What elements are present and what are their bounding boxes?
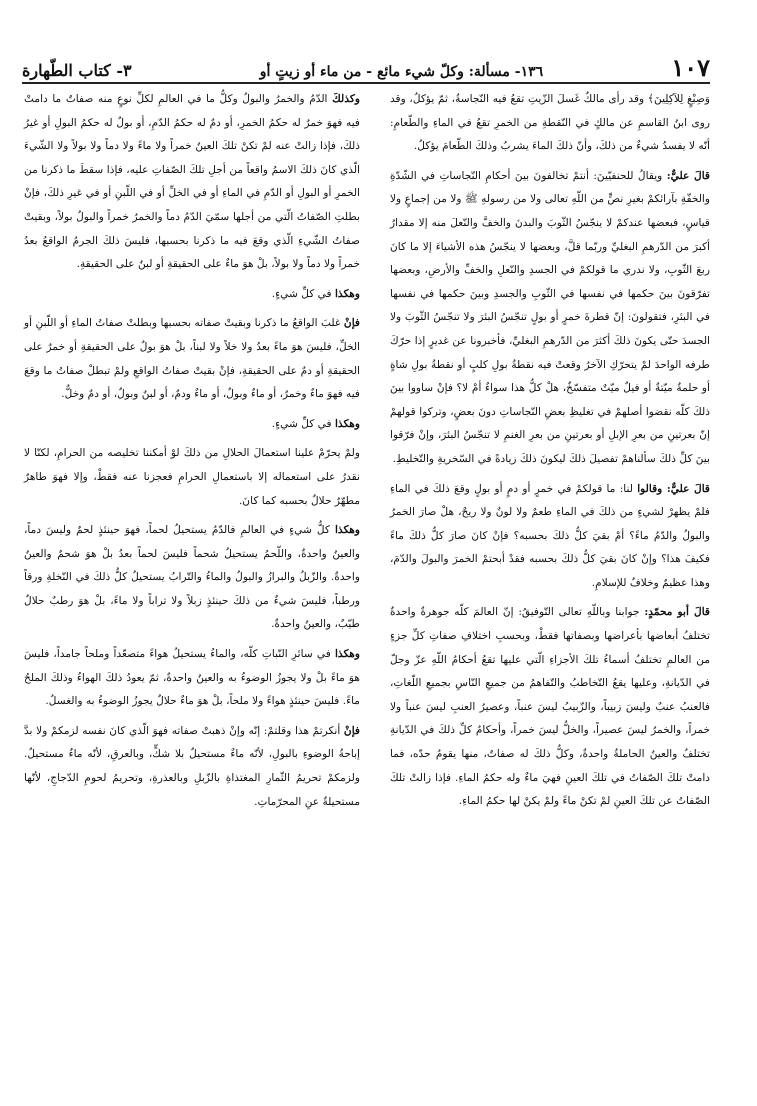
paragraph-lead: فإنْ: [343, 724, 360, 737]
paragraph-text: في سائرِ النّباتِ كلّه، والماءُ يستحيلُ هواءً متصعّداً وملحاً جامداً، فليسَ هوَ ماءً بلْ ولا يجوزُ الوضوءُ به والعينُ واحدةٌ، ثمّ يعودُ ذلكَ الهواءُ وذلكَ الملحُ ماءً. فليسَ حينئذٍ هواءً ولا ملحاً، بلْ هوَ ماءٌ حلالٌ يجوزُ الوضوءُ به والغسلُ.: [24, 648, 360, 708]
paragraph-lead: وهكذا: [334, 417, 360, 430]
paragraph: [390, 478, 710, 596]
left-column: [24, 88, 360, 1078]
page-header: [22, 52, 710, 80]
page-number: ١٠٧: [671, 53, 710, 82]
paragraph: [24, 720, 360, 814]
paragraph-text: في كلِّ شيءٍ.: [271, 287, 332, 300]
paragraph: [24, 442, 360, 513]
paragraph-lead: وهكذا: [334, 524, 360, 537]
book-title: ٣- كتاب الطّهارة: [22, 61, 132, 80]
running-title: ١٣٦- مسألة: وكلّ شيء مائع - من ماء أو زيتٍ أو: [259, 64, 544, 80]
paragraph: [24, 283, 360, 307]
paragraph-lead: وكذلكَ: [332, 93, 360, 105]
paragraph-text: لنا: ما قولكمْ في خمرٍ أو دمٍ أو بولٍ وقعَ ذلكَ في الماءِ فلمْ يظهرْ لشيءٍ من ذلكَ في الماءِ طعمٌ ولا لونٌ ولا ريحٌ، هلْ صارَ الخمرُ والبولُ والدّمُ ماءً؟ أمْ بقيَ كلُّ ذلكَ بحسبه؟ فإنْ كانَ صارَ كلُّ ذلكَ ماءً فكيفَ هذا؟ وإنْ كانَ بقيَ كلُّ ذلكَ بحسبه فقدْ أبحتمْ الخمرَ والبولَ والدّمَ، وهذا عظيمٌ وخلافٌ للإسلامِ.: [390, 482, 710, 589]
header-rule: [22, 82, 710, 84]
paragraph: [390, 165, 710, 472]
paragraph: [24, 643, 360, 714]
paragraph: [24, 312, 360, 406]
paragraph-text: الدّمُ والخمرُ والبولُ وكلُّ ما في العالمِ لكلِّ نوعٍ منه صفاتٌ ما دامتْ فيه فهوَ خمرٌ له حكمُ الخمرِ، أو دمٌ له حكمُ الدّمِ، أو بولٌ له حكمُ البولِ أو غيرُ ذلكَ، فإذا زالتْ عنه لمْ تكنْ تلكَ العينُ خمراً ولا ماءً ولا دماً ولا بولاً ولا الشّيءَ الّذي كانَ ذلكَ الاسمُ واقعاً من أجلِ تلكَ الصّفاتِ عليه، فإذا سقطَ ما ذكرنا من الخمرِ أو البولِ أو الدّمِ في الماءِ أو في الخلِّ أو في اللّبنِ أو في غيرِ ذلكَ، فإنْ بطلتِ الصّفاتُ الّتي من أجلها سمّيَ الدّمُ دماً والخمرُ خمراً والبولُ بولاً، وبقيتْ صفاتُ الشّيءِ الّذي وقعَ فيه ما ذكرنا بحسبها، فليسَ ذلكَ الجرمُ الواقعُ بعدُ خمراً ولا دماً ولا بولاً، بلْ هوَ ماءٌ على الحقيقةِ أو لبنٌ على الحقيقةِ.: [24, 93, 360, 271]
paragraph-text: وَصِبْغٍ لِلآكِلِينَ﴾ وقد رأى مالكٌ غَسلَ الزّيتِ تقعُ فيه النّجاسةُ، ثمّ يؤكلُ، وقد روى ابنُ القاسمِ عن مالكٍ في النّقطةِ من الخمرِ تقعُ في الماءِ والطّعامِ: أنّه لا يفسدُ شيءٌ من ذلكَ، وأنّ ذلكَ الماءَ يشربُ وذلكَ الطّعامَ يؤكلُ.: [390, 93, 710, 153]
paragraph: [390, 88, 710, 159]
paragraph-lead: قالَ عليٌّ:: [666, 169, 710, 182]
paragraph-text: كلُّ شيءٍ في العالمِ فالدّمُ يستحيلُ لحماً، فهوَ حينئذٍ لحمٌ وليسَ دماً، والعينُ واحدةٌ، واللّحمُ يستحيلُ شحماً فليسَ لحماً بعدُ بلْ هوَ شحمٌ والعينُ واحدةٌ. والزّبلُ والبرازُ والبولُ والماءُ والتّرابُ يستحيلُ كلُّ ذلكَ في النّخلةِ ورقاً ورطباً، فليسَ شيءٌ من ذلكَ حينئذٍ زبلاً ولا تراباً ولا ماءً، بلْ هوَ رطبٌ حلالٌ طيّبٌ، والعينُ واحدةٌ.: [24, 524, 360, 631]
paragraph-lead: وهكذا: [334, 648, 360, 661]
paragraph: [24, 88, 360, 277]
paragraph: [24, 413, 360, 437]
right-column: [390, 88, 710, 808]
paragraph-text: جوابنا وباللّهِ تعالى التّوفيقُ: إنّ العالمَ كلّه جوهرةٌ واحدةٌ تختلفُ أبعاضها بأعراضها وبصفاتها فقطْ، وبحسبِ اختلافِ صفاتِ كلِّ جزءٍ من العالمِ تختلفُ أسماءُ تلكَ الأجزاءِ الّتي عليها تقعُ أحكامُ اللّهِ عزّ وجلّ في الدّيانةِ، وعليها يقعُ التّخاطبُ والتّفاهمُ من جميعِ النّاسِ بجميعِ اللّغاتِ، فالعنبُ عنبٌ وليسَ زبيباً، والزّبيبُ ليسَ عنباً، وعصيرُ العنبِ ليسَ عنباً ولا خمراً، والخمرُ ليسَ عصيراً، والخلُّ ليسَ خمراً، وأحكامُ كلِّ ذلكَ في الدّيانةِ تختلفُ والعينُ الحاملةُ واحدةٌ، وكلُّ ذلكَ له صفاتٌ، منها يقومُ حدّه، فما دامتْ تلكَ الصّفاتُ في تلكَ العينِ فهيَ ماءٌ وله حكمُ الماءِ. فإذا زالتْ تلكَ الصّفاتُ عن تلكَ العينِ لمْ تكنْ ماءً ولمْ يكنْ لها حكمُ الماءِ.: [390, 606, 710, 808]
paragraph-text: ويقالُ للحنفيّينَ: أنتمْ تخالفونَ بينَ أحكامِ النّجاساتِ في الشّدّةِ والخفّةِ بآرائكمْ بغيرِ نصٍّ من اللّهِ تعالى ولا من رسولهِ ﷺ ولا من إجماعٍ ولا قياسٍ، فبعضها عندكمْ لا ينجّسُ الثّوبَ والبدنَ والخفَّ والنّعلَ منه إلا مقدارُ أكبرَ من الدّرهمِ البغليِّ وربّما قلَّ، وبعضها لا ينجّسُ هذه الأشياءَ إلا ما كانَ ربعَ الثّوبِ، ولا ندري ما قولكمْ في الجسدِ والنّعلِ والخفِّ والأرضِ، وبعضها تفرّقونَ بينَ حكمها في نفسها في الثّوبِ والجسدِ وبينَ حكمها في نفسها في البئرِ، فتقولونَ: إنّ قطرةَ خمرٍ أو بولٍ تنجّسُ البئرَ ولا تنجّسُ الثّوبَ ولا الجسدَ حتّى يكونَ ذلكَ أكثرَ من الدّرهمِ البغليِّ، فأخبرونا عن غديرٍ إذا حرّكَ طرفه الواحدَ لمْ يتحرّكِ الآخرُ وقعتْ فيه نقطةُ بولِ كلبٍ أو نقطةُ بولِ شاةٍ أو حلمةٌ ميّتةٌ أو فيلٌ ميّتٌ متفسّخٌ، هلْ كلُّ هذا سواءٌ أمْ لا؟ فإنْ ساووا بينَ ذلكَ كلّه نقضوا أصلهمْ في تغليظِ بعضِ النّجاساتِ دونَ بعضٍ، وتركوا قولهمْ إنّ بعرتينِ من بعرِ الإبلِ أو بعرتينِ من بعرِ الغنمِ لا تنجّسُ البئرَ، وإنْ فرّقوا بينَ كلِّ ذلكَ سألناهمْ تفصيلَ ذلكَ ليكونَ ذلكَ زيادةً في السّخريةِ والتّخليطِ.: [390, 169, 710, 465]
paragraph: [24, 519, 360, 637]
paragraph-lead: وهكذا: [334, 287, 360, 300]
paragraph-text: في كلِّ شيءٍ.: [271, 417, 332, 430]
paragraph-text: أنكرتمْ هذا وقلتمْ: إنّه وإنْ ذهبتْ صفاته فهوَ الّذي كانَ نفسه لزمكمْ ولا بدَّ إباحةُ الوضوءِ بالبولِ، لأنّه ماءٌ مستحيلٌ بلا شكٍّ، وبالعرقِ، لأنّه ماءٌ مستحيلٌ. ولزمكمْ تحريمُ الثّمارِ المغتذاةِ بالزّبلِ وبالعذرةِ، وتحريمُ لحومِ الدّجاجِ، لأنّها مستحيلةٌ عنِ المحرّماتِ.: [24, 724, 360, 808]
paragraph: [390, 601, 710, 813]
paragraph-lead: قالَ أبو محمّدٍ:: [644, 606, 710, 619]
paragraph-text: غلبَ الواقعُ ما ذكرنا وبقيتْ صفاته بحسبها وبطلتْ صفاتُ الماءِ أو اللّبنِ أو الخلِّ، فليسَ هوَ ماءً بعدُ ولا خلاً ولا لبناً، بلْ هوَ بولٌ على الحقيقةِ أو خمرٌ على الحقيقةِ أو دمٌ على الحقيقةِ، فإنْ بقيتْ صفاتُ الواقعِ ولمْ تبطلْ صفاتُ ما وقعَ فيه فهوَ ماءٌ وخمرٌ، أو ماءٌ وبولٌ، أو ماءٌ ودمٌ، أو لبنٌ وبولٌ، أو دمٌ وخلٌّ.: [24, 317, 360, 401]
paragraph-lead: قالَ عليٌّ: وقالوا: [637, 482, 710, 495]
paragraph-text: ولمْ يحرّمْ علينا استعمالَ الحلالِ من ذلكَ لوْ أمكننا تخليصه من الحرامِ، لكنّا لا نقدرُ على استعماله إلا باستعمالِ الحرامِ فعجزنا عنه فقطْ، وإلا فهوَ طاهرٌ مطهّرٌ حلالٌ بحسبه كما كانَ.: [24, 447, 360, 507]
paragraph-lead: فإنْ: [343, 317, 360, 330]
